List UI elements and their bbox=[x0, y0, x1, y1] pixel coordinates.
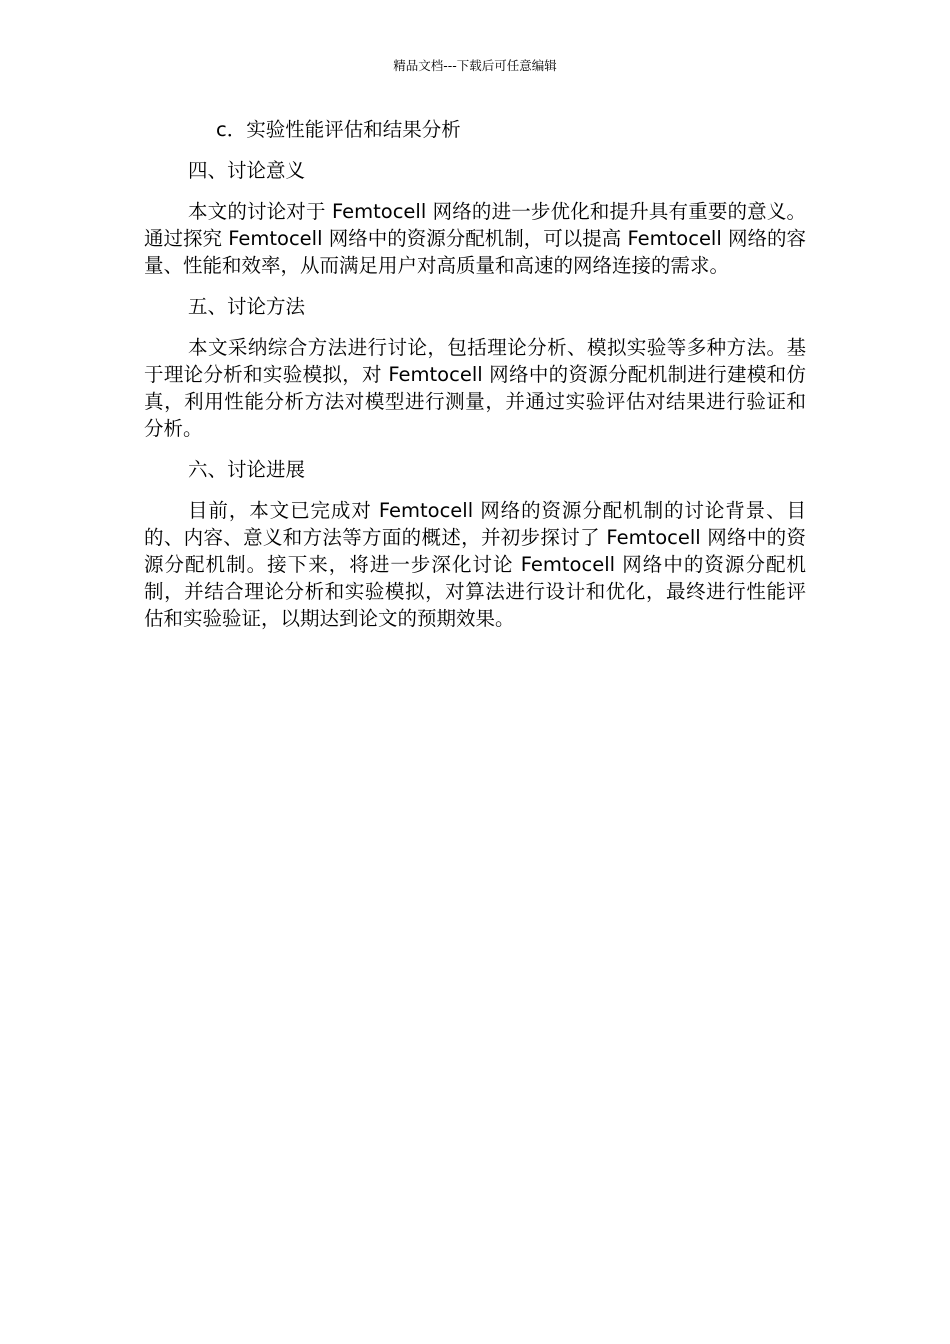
list-item-c: c．实验性能评估和结果分析 bbox=[216, 118, 461, 141]
paragraph-method: 本文采纳综合方法进行讨论，包括理论分析、模拟实验等多种方法。基于理论分析和实验模拟，对 Femtocell 网络中的资源分配机制进行建模和仿真，利用性能分析方法对模型进行测量，并通过实验评估对结果进行验证和分析。 bbox=[144, 336, 806, 440]
paragraph-significance: 本文的讨论对于 Femtocell 网络的进一步优化和提升具有重要的意义。通过探究 Femtocell 网络中的资源分配机制，可以提高 Femtocell 网络的容量、性能和效率，从而满足用户对高质量和高速的网络连接的需求。 bbox=[144, 200, 806, 277]
page-header: 精品文档---下载后可任意编辑 bbox=[393, 58, 557, 73]
document-body bbox=[144, 116, 806, 646]
section-heading-method: 五、讨论方法 bbox=[188, 295, 306, 318]
paragraph-progress: 目前，本文已完成对 Femtocell 网络的资源分配机制的讨论背景、目的、内容、意义和方法等方面的概述，并初步探讨了 Femtocell 网络中的资源分配机制。接下来，将进一步深化讨论 Femtocell 网络中的资源分配机制，并结合理论分析和实验模拟，对算法进行设计和优化，最终进行性能评估和实验验证，以期达到论文的预期效果。 bbox=[144, 499, 806, 630]
section-heading-progress: 六、讨论进展 bbox=[188, 458, 306, 481]
section-heading-significance: 四、讨论意义 bbox=[188, 159, 306, 182]
